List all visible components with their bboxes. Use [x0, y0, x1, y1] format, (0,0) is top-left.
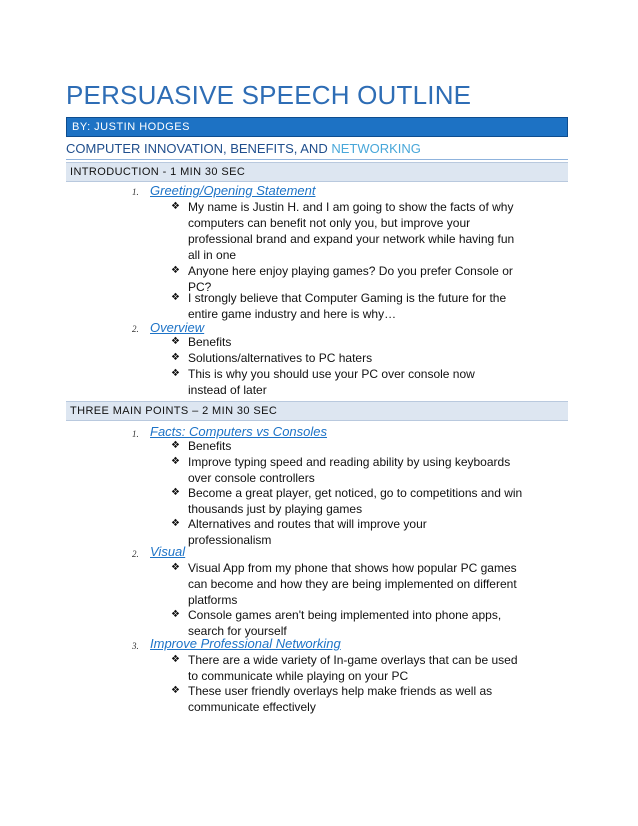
diamond-bullet-icon: ❖ [171, 368, 180, 379]
item-number: 2. [132, 324, 139, 334]
bullet-text: Benefits [188, 335, 232, 349]
subtitle-main: COMPUTER INNOVATION, BENEFITS, AND [66, 141, 332, 156]
author-bar: BY: JUSTIN HODGES [66, 117, 568, 137]
diamond-bullet-icon: ❖ [171, 654, 180, 665]
item-heading-overview[interactable]: Overview [150, 320, 205, 335]
item-number: 1. [132, 429, 139, 439]
list-item [171, 683, 518, 715]
page-title: PERSUASIVE SPEECH OUTLINE [66, 80, 472, 110]
item-number: 3. [132, 641, 139, 651]
diamond-bullet-icon: ❖ [171, 487, 180, 498]
item-heading-facts[interactable]: Facts: Computers vs Consoles [150, 424, 328, 439]
bullet-text: Benefits [188, 439, 232, 453]
list-item [171, 350, 518, 366]
diamond-bullet-icon: ❖ [171, 456, 180, 467]
diamond-bullet-icon: ❖ [171, 562, 180, 573]
list-item [171, 607, 528, 639]
list-item [171, 290, 516, 322]
bullet-text: I strongly believe that Computer Gaming is the future for the entire game industry and here is why… [188, 291, 507, 321]
bullet-text: Solutions/alternatives to PC haters [188, 351, 373, 365]
diamond-bullet-icon: ❖ [171, 518, 180, 529]
diamond-bullet-icon: ❖ [171, 685, 180, 696]
list-item [171, 334, 518, 350]
bullet-text: Visual App from my phone that shows how popular PC games can become and how they are being implemented on different platforms [188, 561, 517, 607]
subtitle-highlight: NETWORKING [331, 141, 421, 156]
section-bar-introduction: INTRODUCTION - 1 MIN 30 SEC [66, 162, 568, 182]
diamond-bullet-icon: ❖ [171, 440, 180, 451]
item-heading-visual[interactable]: Visual [150, 544, 186, 559]
subtitle [66, 139, 568, 160]
bullet-text: Console games aren't being implemented into phone apps, search for yourself [188, 608, 502, 638]
bullet-text: Anyone here enjoy playing games? Do you prefer Console or PC? [188, 264, 513, 294]
bullet-text: There are a wide variety of In-game overlays that can be used to communicate while playing on your PC [188, 653, 518, 683]
list-item [171, 652, 518, 684]
section-bar-main-points: THREE MAIN POINTS – 2 MIN 30 SEC [66, 401, 568, 421]
list-item [171, 485, 528, 517]
list-item [171, 199, 528, 263]
diamond-bullet-icon: ❖ [171, 201, 180, 212]
item-heading-greeting[interactable]: Greeting/Opening Statement [150, 183, 316, 198]
diamond-bullet-icon: ❖ [171, 609, 180, 620]
list-item [171, 560, 533, 608]
item-number: 1. [132, 187, 139, 197]
diamond-bullet-icon: ❖ [171, 336, 180, 347]
bullet-text: Improve typing speed and reading ability by using keyboards over console controllers [188, 455, 511, 485]
bullet-text: Alternatives and routes that will improve your professionalism [188, 517, 427, 547]
list-item [171, 516, 488, 548]
bullet-text: These user friendly overlays help make friends as well as communicate effectively [188, 684, 493, 714]
item-heading-networking[interactable]: Improve Professional Networking [150, 636, 341, 651]
list-item [171, 454, 533, 486]
diamond-bullet-icon: ❖ [171, 265, 180, 276]
list-item [171, 366, 488, 398]
bullet-text: Become a great player, get noticed, go to competitions and win thousands just by playing games [188, 486, 523, 516]
diamond-bullet-icon: ❖ [171, 292, 180, 303]
diamond-bullet-icon: ❖ [171, 352, 180, 363]
bullet-text: My name is Justin H. and I am going to show the facts of why computers can benefit not only you, but improve your professional brand and expand your network while having fun all in one [188, 200, 515, 262]
list-item [171, 438, 533, 454]
bullet-text: This is why you should use your PC over console now instead of later [188, 367, 475, 397]
item-number: 2. [132, 549, 139, 559]
